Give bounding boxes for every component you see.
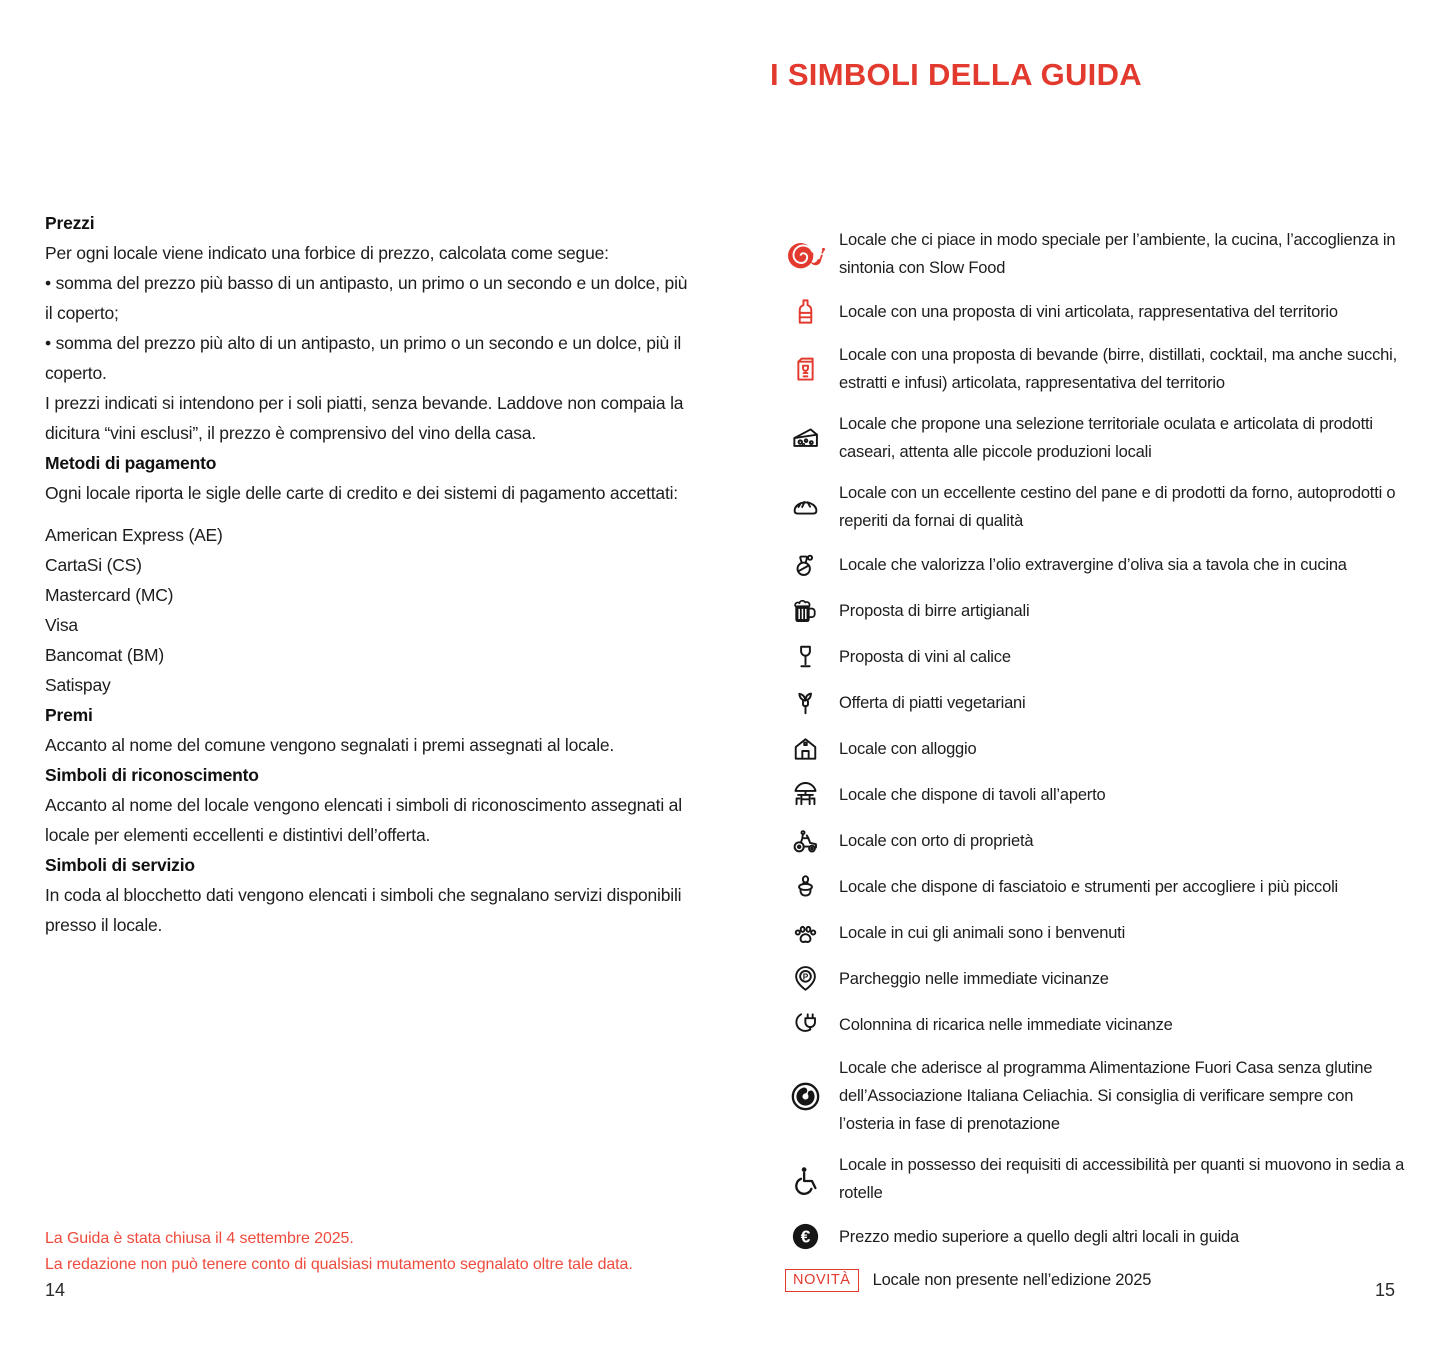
vegetarian-fork-icon <box>785 686 825 719</box>
symbol-description: Colonnina di ricarica nelle immediate vicinanze <box>839 1015 1173 1034</box>
section-heading-premi: Premi <box>45 705 93 725</box>
symbol-row <box>785 824 1410 857</box>
symbol-row <box>785 1054 1410 1138</box>
prezzi-note: I prezzi indicati si intendono per i soli piatti, senza bevande. Laddove non compaia la dicitura “vini esclusi”, il prezzo è comprensivo del vino della casa. <box>45 393 684 443</box>
symbol-description: Locale con un eccellente cestino del pane e di prodotti da forno, autoprodotti o reperiti da fornai di qualità <box>839 484 1396 530</box>
parking-pin-icon <box>785 962 825 995</box>
symbol-description: Locale che propone una selezione territoriale oculata e articolata di prodotti caseari, attenta alle piccole produzioni locali <box>839 415 1373 461</box>
lodging-house-icon <box>785 732 825 765</box>
symbol-row <box>785 916 1410 949</box>
symbol-description: Proposta di vini al calice <box>839 647 1011 666</box>
page-number-left: 14 <box>45 1280 66 1300</box>
symbol-row <box>785 548 1410 581</box>
gluten-free-icon <box>785 1080 825 1113</box>
symbol-description: Locale in possesso dei requisiti di accessibilità per quanti si muovono in sedia a rotelle <box>839 1156 1405 1202</box>
page-title: I SIMBOLI DELLA GUIDA <box>770 57 1142 92</box>
wine-glass-icon <box>785 640 825 673</box>
payment-method: Bancomat (BM) <box>45 645 164 665</box>
bread-icon <box>785 491 825 524</box>
symbol-row <box>785 870 1410 903</box>
symbol-description: Locale che ci piace in modo speciale per l’ambiente, la cucina, l’accoglienza in sintonia con Slow Food <box>839 231 1396 277</box>
symbol-row <box>785 1266 1410 1294</box>
symbol-description: Locale che aderisce al programma Alimentazione Fuori Casa senza glutine dell’Associazione Italiana Celiachia. Si consiglia di verificare sempre con l’osteria in fase di prenotazione <box>839 1059 1373 1133</box>
symbol-row <box>785 732 1410 765</box>
premi-text: Accanto al nome del comune vengono segnalati i premi assegnati al locale. <box>45 735 615 755</box>
symbol-row <box>785 778 1410 811</box>
payment-method: Satispay <box>45 675 111 695</box>
symbol-description: Offerta di piatti vegetariani <box>839 693 1026 712</box>
symbol-description: Locale non presente nell’edizione 2025 <box>872 1271 1152 1289</box>
tractor-icon <box>785 824 825 857</box>
payment-method: Mastercard (MC) <box>45 585 174 605</box>
payment-methods <box>45 520 690 700</box>
section-heading-pagamento: Metodi di pagamento <box>45 453 217 473</box>
beer-mug-icon <box>785 594 825 627</box>
closing-note <box>45 1226 685 1278</box>
charging-plug-icon <box>785 1008 825 1041</box>
symbol-description: Locale in cui gli animali sono i benvenuti <box>839 923 1126 942</box>
payment-method: American Express (AE) <box>45 525 223 545</box>
euro-icon <box>785 1220 825 1253</box>
symbol-description: Prezzo medio superiore a quello degli altri locali in guida <box>839 1227 1240 1246</box>
left-page-text <box>45 208 690 940</box>
payment-method: Visa <box>45 615 78 635</box>
pacifier-icon <box>785 870 825 903</box>
closing-note-line: La Guida è stata chiusa il 4 settembre 2025. <box>45 1230 354 1247</box>
symbol-description: Locale con una proposta di bevande (birre, distillati, cocktail, ma anche succhi, estratti e infusi) articolata, rappresentativa del territorio <box>839 346 1397 392</box>
symbol-description: Locale con orto di proprietà <box>839 831 1034 850</box>
symbol-row <box>785 479 1410 535</box>
symbol-row <box>785 1151 1410 1207</box>
wine-bottle-icon <box>785 295 825 328</box>
paw-icon <box>785 916 825 949</box>
servizio-text: In coda al blocchetto dati vengono elencati i simboli che segnalano servizi disponibili presso il locale. <box>45 885 682 935</box>
outdoor-tables-icon <box>785 778 825 811</box>
symbol-description: Locale con una proposta di vini articolata, rappresentativa del territorio <box>839 302 1338 321</box>
symbol-row <box>785 594 1410 627</box>
symbol-row <box>785 1008 1410 1041</box>
page-number-right: 15 <box>1374 1280 1395 1300</box>
symbol-row <box>785 962 1410 995</box>
symbol-description: Locale che valorizza l’olio extravergine d’oliva sia a tavola che in cucina <box>839 555 1347 574</box>
symbol-row <box>785 686 1410 719</box>
riconoscimento-text: Accanto al nome del locale vengono elencati i simboli di riconoscimento assegnati al locale per elementi eccellenti e distintivi dell’offerta. <box>45 795 682 845</box>
symbol-row <box>785 226 1410 282</box>
slow-food-snail-icon <box>785 234 825 274</box>
prezzi-bullet: • somma del prezzo più basso di un antipasto, un primo o un secondo e un dolce, più il coperto; <box>45 273 688 323</box>
pagamento-intro: Ogni locale riporta le sigle delle carte di credito e dei sistemi di pagamento accettati: <box>45 483 678 503</box>
symbols-list <box>785 226 1410 1307</box>
payment-method: CartaSi (CS) <box>45 555 142 575</box>
symbol-row <box>785 295 1410 328</box>
symbol-description: Parcheggio nelle immediate vicinanze <box>839 969 1109 988</box>
symbol-description: Locale che dispone di tavoli all’aperto <box>839 785 1106 804</box>
section-heading-servizio: Simboli di servizio <box>45 855 195 875</box>
svg-text:P: P <box>802 972 808 982</box>
symbol-row <box>785 640 1410 673</box>
drinks-menu-icon <box>785 353 825 386</box>
symbol-row <box>785 341 1410 397</box>
section-heading-riconoscimento: Simboli di riconoscimento <box>45 765 259 785</box>
symbol-description: Locale che dispone di fasciatoio e strumenti per accogliere i più piccoli <box>839 877 1339 896</box>
closing-note-line: La redazione non può tenere conto di qualsiasi mutamento segnalato oltre tale data. <box>45 1256 633 1273</box>
olive-oil-icon <box>785 548 825 581</box>
symbol-description: Proposta di birre artigianali <box>839 601 1030 620</box>
symbol-row <box>785 1220 1410 1253</box>
symbol-description: Locale con alloggio <box>839 739 977 758</box>
cheese-icon <box>785 422 825 455</box>
wheelchair-icon <box>785 1163 825 1196</box>
prezzi-bullet: • somma del prezzo più alto di un antipasto, un primo o un secondo e un dolce, più il coperto. <box>45 333 682 383</box>
novita-badge: NOVITÀ <box>785 1269 859 1292</box>
prezzi-intro: Per ogni locale viene indicato una forbice di prezzo, calcolata come segue: <box>45 243 609 263</box>
svg-text:€: € <box>800 1226 810 1247</box>
section-heading-prezzi: Prezzi <box>45 213 95 233</box>
symbol-row <box>785 410 1410 466</box>
